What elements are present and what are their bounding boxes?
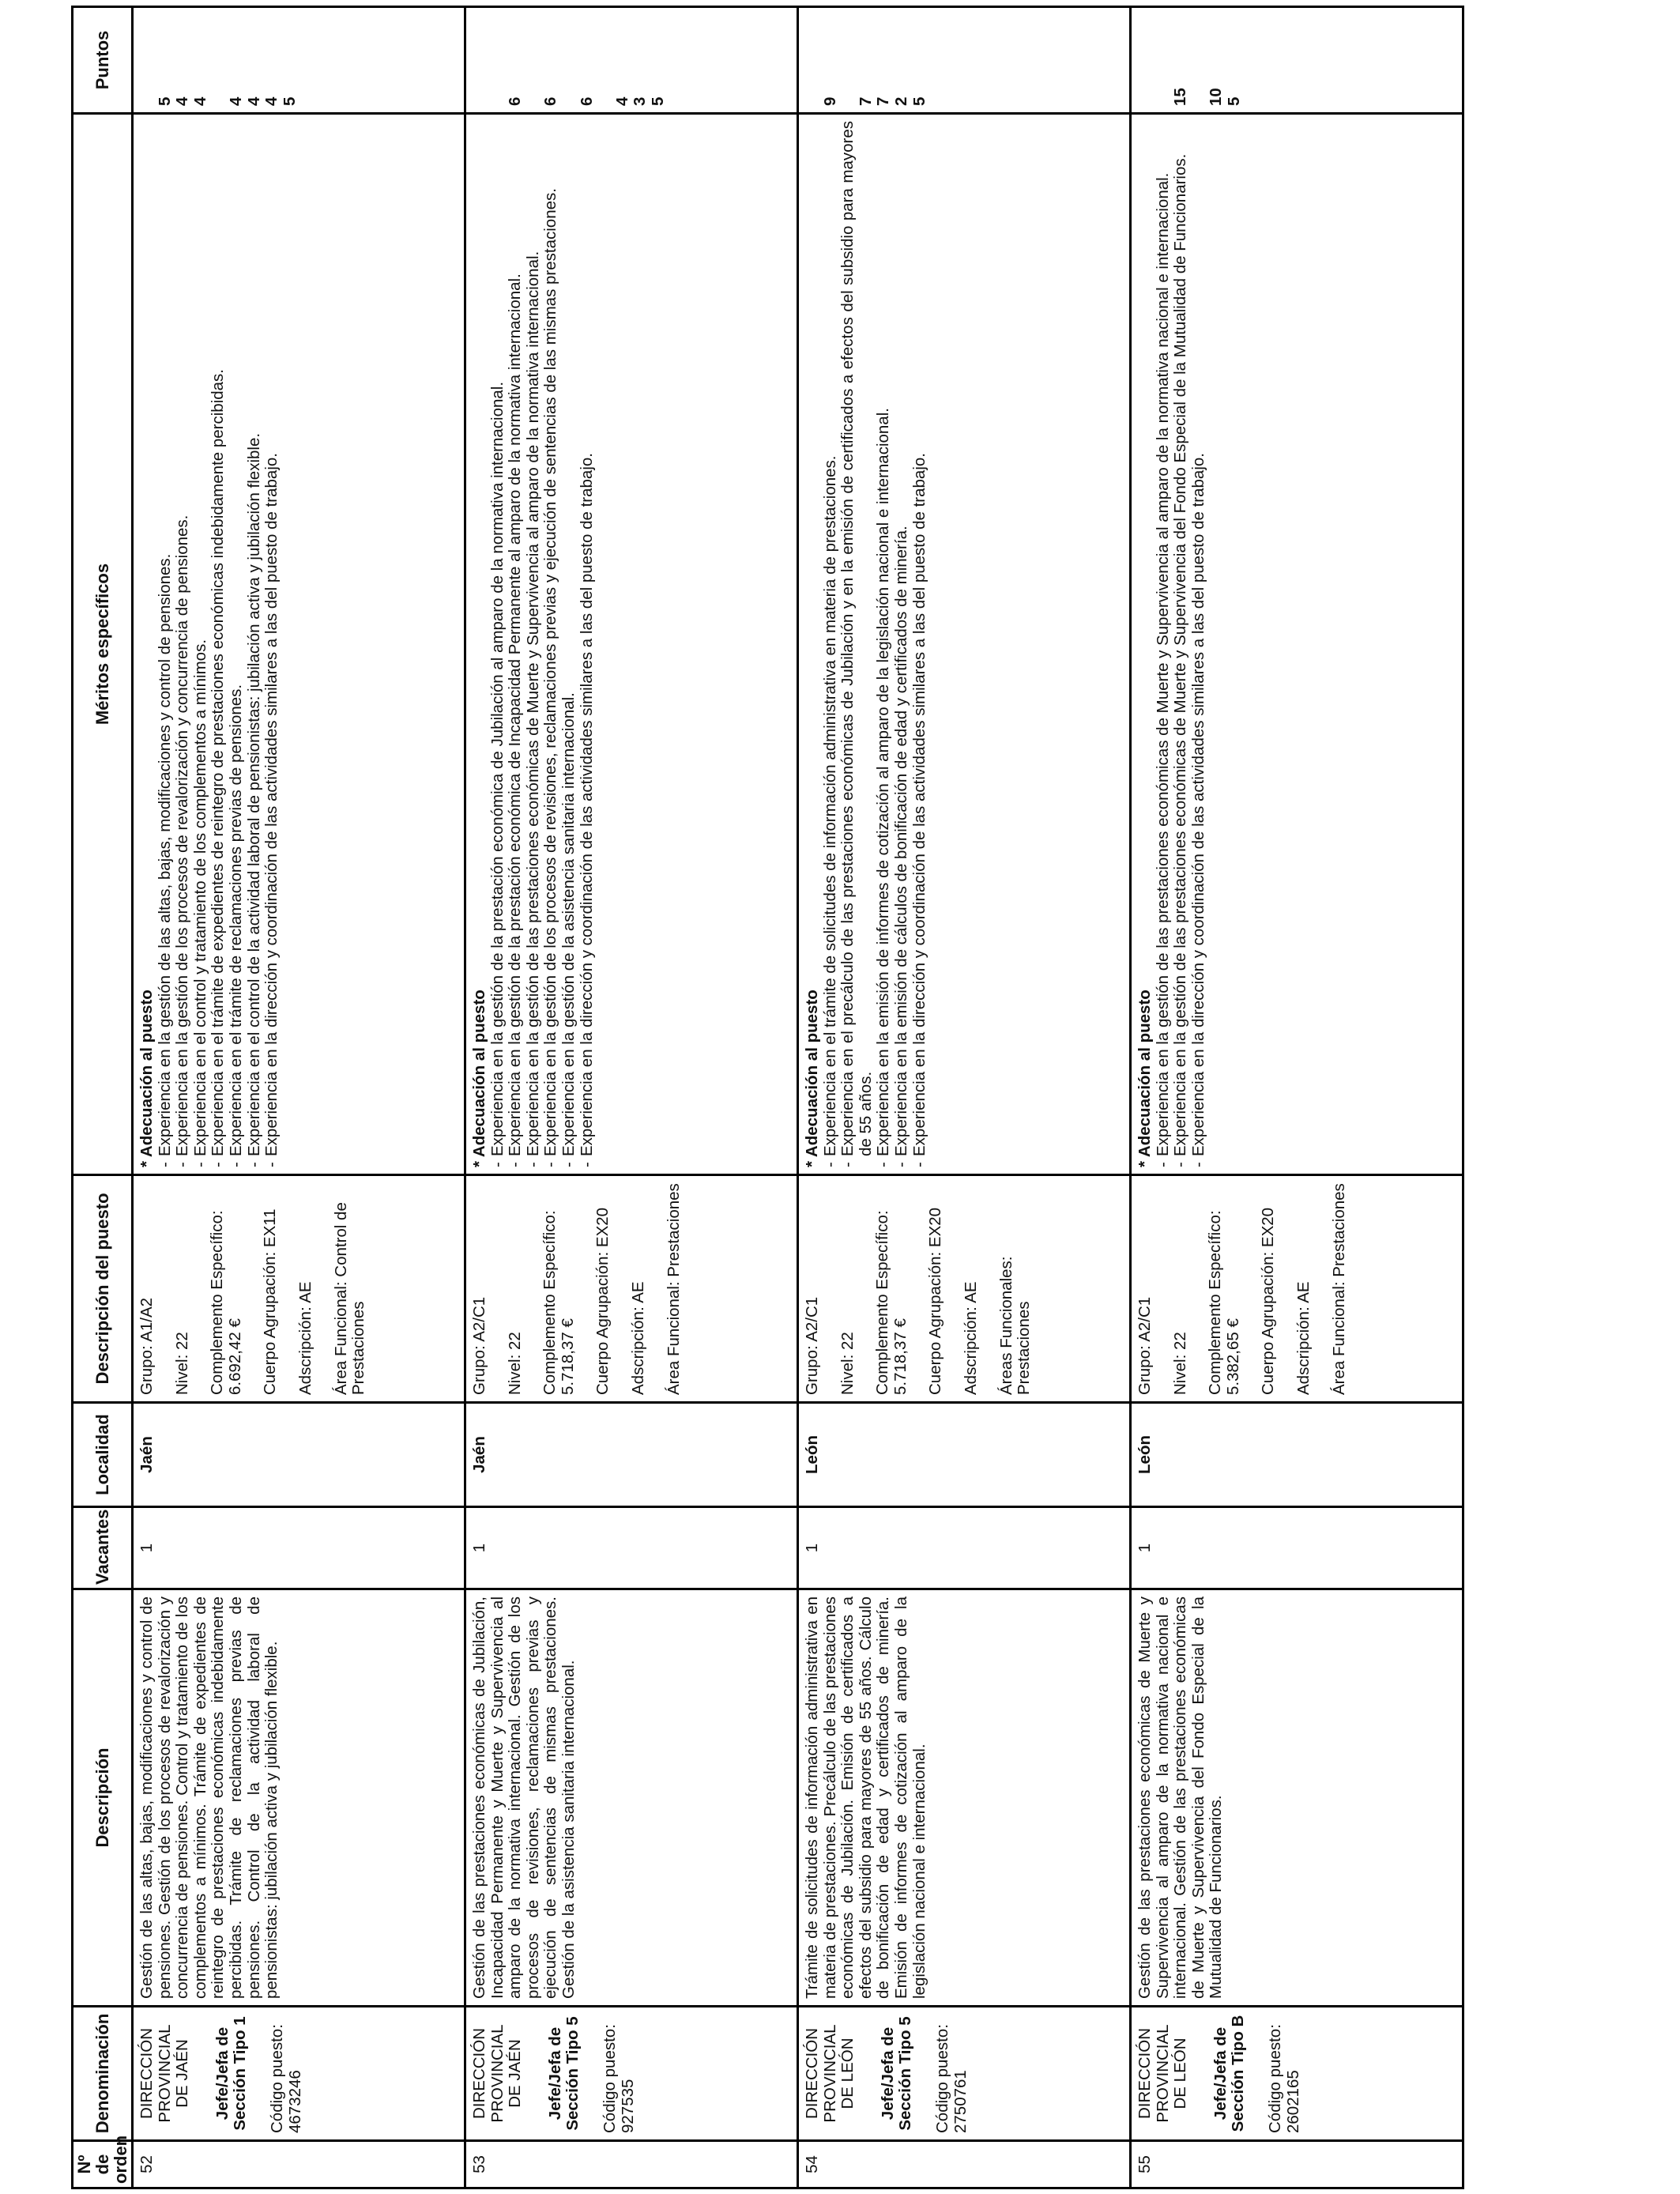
merito-text: Experiencia en la gestión de las prestaciones económicas de Muerte y Supervivencia del Fondo Especial de la Mutualidad de Funcionarios. — [1171, 153, 1190, 1156]
merito-text: Experiencia en la gestión de las altas, bajas, modificaciones y control de pensiones. — [155, 553, 174, 1156]
header-localidad: Localidad — [73, 1403, 133, 1507]
puesto-complemento: Complemento Específico: 5.382,65 € — [1206, 1210, 1242, 1395]
merito-text: Experiencia en la gestión de las prestaciones económicas de Muerte y Supervivencia al amparo de la normativa nacional e internacional. — [1153, 172, 1172, 1156]
merito-text: Experiencia en la gestión de los procesos de revalorización y concurrencia de pensiones. — [173, 515, 192, 1156]
merito-item — [174, 121, 192, 1167]
merito-text: Experiencia en el control de la actividad laboral de pensionistas: jubilación activa y jubilación flexible. — [244, 432, 263, 1156]
table-row — [798, 7, 1131, 2188]
cell-puntos: 6 6 6 4 3 5 — [465, 7, 798, 114]
merito-item — [156, 121, 175, 1167]
puesto-area: Área Funcional: Control de Prestaciones — [331, 1202, 368, 1395]
meritos-heading: * Adecuación al puesto — [1136, 990, 1155, 1167]
codigo-puesto: Código puesto: 2750761 — [933, 2024, 970, 2133]
cell-puntos: 5 4 4 4 4 4 5 — [133, 7, 465, 114]
merito-text: Experiencia en el control y tratamiento de los complementos a mínimos. — [190, 639, 209, 1156]
puesto-nivel: Nivel: 22 — [1170, 1332, 1189, 1395]
merito-item — [228, 121, 246, 1167]
cell-descripcion-puesto — [133, 1175, 465, 1403]
puesto-cuerpo: Cuerpo Agrupación: EX11 — [261, 1208, 280, 1395]
cell-puntos: 9 7 7 2 5 — [798, 7, 1131, 114]
puesto-complemento: Complemento Específico: 6.692,42 € — [208, 1210, 244, 1395]
merito-bullet: - — [820, 1162, 839, 1167]
cell-orden: 53 — [465, 2141, 798, 2188]
merito-bullet: - — [577, 1162, 596, 1167]
table-body — [133, 7, 1463, 2188]
puesto-adscripcion: Adscripción: AE — [1294, 1281, 1313, 1395]
merito-bullet: - — [910, 1162, 929, 1167]
merito-item — [525, 121, 543, 1167]
cell-orden: 54 — [798, 2141, 1131, 2188]
cell-descripcion: Gestión de las prestaciones económicas de Muerte y Supervivencia al amparo de la normativa nacional e internacional. Gestión de las prestaciones económicas de Muerte y Supervivencia del Fondo Especial de la Mutualidad de Funcionarios. — [1131, 1589, 1463, 2007]
cell-localidad: Jaén — [133, 1403, 465, 1507]
merito-item — [822, 121, 840, 1167]
merito-text: Experiencia en la dirección y coordinación de las actividades similares a las del puesto de trabajo. — [1188, 453, 1207, 1156]
cell-meritos — [1131, 114, 1463, 1175]
merito-text: Experiencia en la dirección y coordinación de las actividades similares a las del puesto de trabajo. — [262, 453, 281, 1156]
cell-vacantes: 1 — [798, 1507, 1131, 1589]
table-row — [465, 7, 798, 2188]
merito-item — [489, 121, 507, 1167]
merito-bullet: - — [173, 1162, 192, 1167]
puesto-nivel: Nivel: 22 — [172, 1332, 191, 1395]
organo-name: DIRECCIÓN PROVINCIAL DE JAÉN — [137, 2024, 192, 2123]
merito-item — [1172, 121, 1190, 1167]
puesto-adscripcion: Adscripción: AE — [296, 1281, 315, 1395]
merito-bullet: - — [1188, 1162, 1207, 1167]
puesto-grupo: Grupo: A2/C1 — [1136, 1296, 1155, 1395]
puesto-title: Jefe/Jefa de Sección Tipo 5 — [545, 2016, 582, 2131]
cell-denominacion — [133, 2007, 465, 2141]
cell-descripcion-puesto — [1131, 1175, 1463, 1403]
header-vacantes: Vacantes — [73, 1507, 133, 1589]
merito-bullet: - — [190, 1162, 209, 1167]
merito-text: Experiencia en la gestión de la prestación económica de Incapacidad Permanente al amparo de la normativa internacional. — [506, 273, 525, 1156]
organo-name: DIRECCIÓN PROVINCIAL DE LEÓN — [803, 2024, 857, 2123]
puesto-title: Jefe/Jefa de Sección Tipo 5 — [878, 2016, 915, 2131]
organo-name: DIRECCIÓN PROVINCIAL DE LEÓN — [1136, 2024, 1190, 2123]
cell-descripcion: Trámite de solicitudes de información administrativa en materia de prestaciones. Precálculo de las prestaciones económicas de Jubilación. Emisión de certificados a efectos del subsidio para mayores de 55 años. Cálculo de bonificación de edad y certificados de minería. Emisión de informes de cotización al amparo de la legislación nacional e internacional. — [798, 1589, 1131, 2007]
puesto-complemento: Complemento Específico: 5.718,37 € — [541, 1210, 577, 1395]
cell-localidad: León — [1131, 1403, 1463, 1507]
rotated-document-page — [71, 8, 1428, 2189]
merito-item — [911, 121, 929, 1167]
merito-text: Experiencia en el trámite de reclamaciones previas de pensiones. — [227, 684, 246, 1156]
merito-bullet: - — [541, 1162, 560, 1167]
merito-item — [263, 121, 281, 1167]
merito-item — [192, 121, 210, 1167]
merito-item — [1155, 121, 1173, 1167]
table-header-row — [73, 7, 133, 2188]
cell-descripcion-puesto — [465, 1175, 798, 1403]
cell-orden: 55 — [1131, 2141, 1463, 2188]
puesto-adscripcion: Adscripción: AE — [962, 1281, 981, 1395]
merito-text: Experiencia en la emisión de informes de cotización al amparo de la legislación nacional e internacional. — [874, 408, 893, 1156]
header-descripcion: Descripción — [73, 1589, 133, 2007]
puesto-area: Áreas Funcionales: Prestaciones — [996, 1256, 1034, 1395]
cell-vacantes: 1 — [133, 1507, 465, 1589]
cell-meritos — [798, 114, 1131, 1175]
merito-item — [875, 121, 893, 1167]
cell-descripcion-puesto — [798, 1175, 1131, 1403]
puesto-area: Área Funcional: Prestaciones — [664, 1183, 683, 1395]
header-denominacion: Denominación — [73, 2007, 133, 2141]
puesto-grupo: Grupo: A1/A2 — [137, 1297, 156, 1395]
puesto-cuerpo: Cuerpo Agrupación: EX20 — [1259, 1207, 1278, 1395]
job-positions-table — [71, 6, 1464, 2189]
merito-item — [209, 121, 228, 1167]
merito-item — [542, 121, 560, 1167]
puesto-nivel: Nivel: 22 — [505, 1332, 524, 1395]
merito-bullet: - — [488, 1162, 507, 1167]
merito-bullet: - — [1171, 1162, 1190, 1167]
meritos-heading: * Adecuación al puesto — [470, 990, 489, 1167]
merito-bullet: - — [506, 1162, 525, 1167]
merito-bullet: - — [244, 1162, 263, 1167]
header-puntos: Puntos — [73, 7, 133, 114]
puesto-area: Área Funcional: Prestaciones — [1329, 1183, 1348, 1395]
merito-item — [893, 121, 911, 1167]
cell-descripcion: Gestión de las prestaciones económicas de Jubilación, Incapacidad Permanente y Muerte y Supervivencia al amparo de la normativa internacional. Gestión de los procesos de revisiones, reclamaciones previas y ejecución de sentencias de mismas prestaciones. Gestión de la asistencia sanitaria internacional. — [465, 1589, 798, 2007]
merito-bullet: - — [209, 1162, 228, 1167]
puesto-title: Jefe/Jefa de Sección Tipo B — [1211, 2015, 1248, 2132]
merito-text: Experiencia en la gestión de las prestaciones económicas de Muerte y Supervivencia al amparo de la normativa internacional. — [523, 251, 542, 1156]
merito-bullet: - — [1153, 1162, 1172, 1167]
merito-bullet: - — [874, 1162, 893, 1167]
puesto-cuerpo: Cuerpo Agrupación: EX20 — [593, 1207, 612, 1395]
merito-text: Experiencia en la gestión de los procesos de revisiones, reclamaciones previas y ejecución de sentencias de las mismas prestaciones. — [541, 188, 560, 1156]
header-meritos: Méritos específicos — [73, 114, 133, 1175]
merito-bullet: - — [559, 1162, 578, 1167]
merito-item — [1190, 121, 1208, 1167]
puesto-grupo: Grupo: A2/C1 — [803, 1296, 822, 1395]
merito-item — [246, 121, 264, 1167]
puesto-adscripcion: Adscripción: AE — [629, 1281, 648, 1395]
merito-bullet: - — [523, 1162, 542, 1167]
codigo-puesto: Código puesto: 927535 — [601, 2024, 637, 2133]
merito-text: Experiencia en el trámite de solicitudes de información administrativa en materia de prestaciones. — [820, 455, 839, 1156]
header-descripcion-puesto: Descripción del puesto — [73, 1175, 133, 1403]
merito-item — [507, 121, 525, 1167]
merito-item — [578, 121, 597, 1167]
meritos-heading: * Adecuación al puesto — [137, 990, 156, 1167]
merito-bullet: - — [227, 1162, 246, 1167]
cell-descripcion: Gestión de las altas, bajas, modificaciones y control de pensiones. Gestión de los procesos de revalorización y concurrencia de pensiones. Control y tratamiento de los complementos a mínimos. Trámite de expedientes de reintegro de prestaciones económicas indebidamente percibidas. Trámite de reclamaciones previas de pensiones. Control de la actividad laboral de pensionistas: jubilación activa y jubilación flexible. — [133, 1589, 465, 2007]
cell-localidad: Jaén — [465, 1403, 798, 1507]
merito-bullet: - — [262, 1162, 281, 1167]
merito-item — [560, 121, 578, 1167]
merito-text: Experiencia en el trámite de expedientes de reintegro de prestaciones económicas indebidamente percibidas. — [209, 369, 228, 1156]
merito-text: Experiencia en la gestión de la asistencia sanitaria internacional. — [559, 692, 578, 1156]
cell-meritos — [465, 114, 798, 1175]
codigo-puesto: Código puesto: 2602165 — [1266, 2024, 1302, 2133]
cell-localidad: León — [798, 1403, 1131, 1507]
merito-text: Experiencia en la emisión de cálculos de bonificación de edad y certificados de minería. — [892, 526, 911, 1156]
merito-text: Experiencia en la dirección y coordinación de las actividades similares a las del puesto de trabajo. — [910, 453, 929, 1156]
cell-vacantes: 1 — [1131, 1507, 1463, 1589]
merito-bullet: - — [892, 1162, 911, 1167]
puesto-complemento: Complemento Específico: 5.718,37 € — [873, 1210, 910, 1395]
merito-bullet: - — [838, 1162, 857, 1167]
organo-name: DIRECCIÓN PROVINCIAL DE JAÉN — [470, 2024, 525, 2123]
header-orden: Nº de orden — [73, 2141, 133, 2188]
codigo-puesto: Código puesto: 4673246 — [268, 2024, 304, 2133]
cell-puntos: 15 10 5 — [1131, 7, 1463, 114]
puesto-cuerpo: Cuerpo Agrupación: EX20 — [926, 1207, 945, 1395]
cell-denominacion — [465, 2007, 798, 2141]
merito-text: Experiencia en la gestión de la prestación económica de Jubilación al amparo de la normativa internacional. — [488, 381, 507, 1156]
cell-denominacion — [798, 2007, 1131, 2141]
cell-meritos — [133, 114, 465, 1175]
table-row — [1131, 7, 1463, 2188]
merito-text: Experiencia en la dirección y coordinación de las actividades similares a las del puesto de trabajo. — [577, 453, 596, 1156]
merito-text: Experiencia en el precálculo de las prestaciones económicas de Jubilación y en la emisión de certificados a efectos del subsidio para mayores de 55 años. — [838, 121, 875, 1156]
puesto-title: Jefe/Jefa de Sección Tipo 1 — [213, 2016, 250, 2131]
puesto-grupo: Grupo: A2/C1 — [470, 1296, 489, 1395]
puesto-nivel: Nivel: 22 — [838, 1332, 857, 1395]
meritos-heading: * Adecuación al puesto — [803, 990, 822, 1167]
cell-denominacion — [1131, 2007, 1463, 2141]
cell-vacantes: 1 — [465, 1507, 798, 1589]
merito-bullet: - — [155, 1162, 174, 1167]
merito-item — [839, 121, 875, 1167]
table-row — [133, 7, 465, 2188]
cell-orden: 52 — [133, 2141, 465, 2188]
